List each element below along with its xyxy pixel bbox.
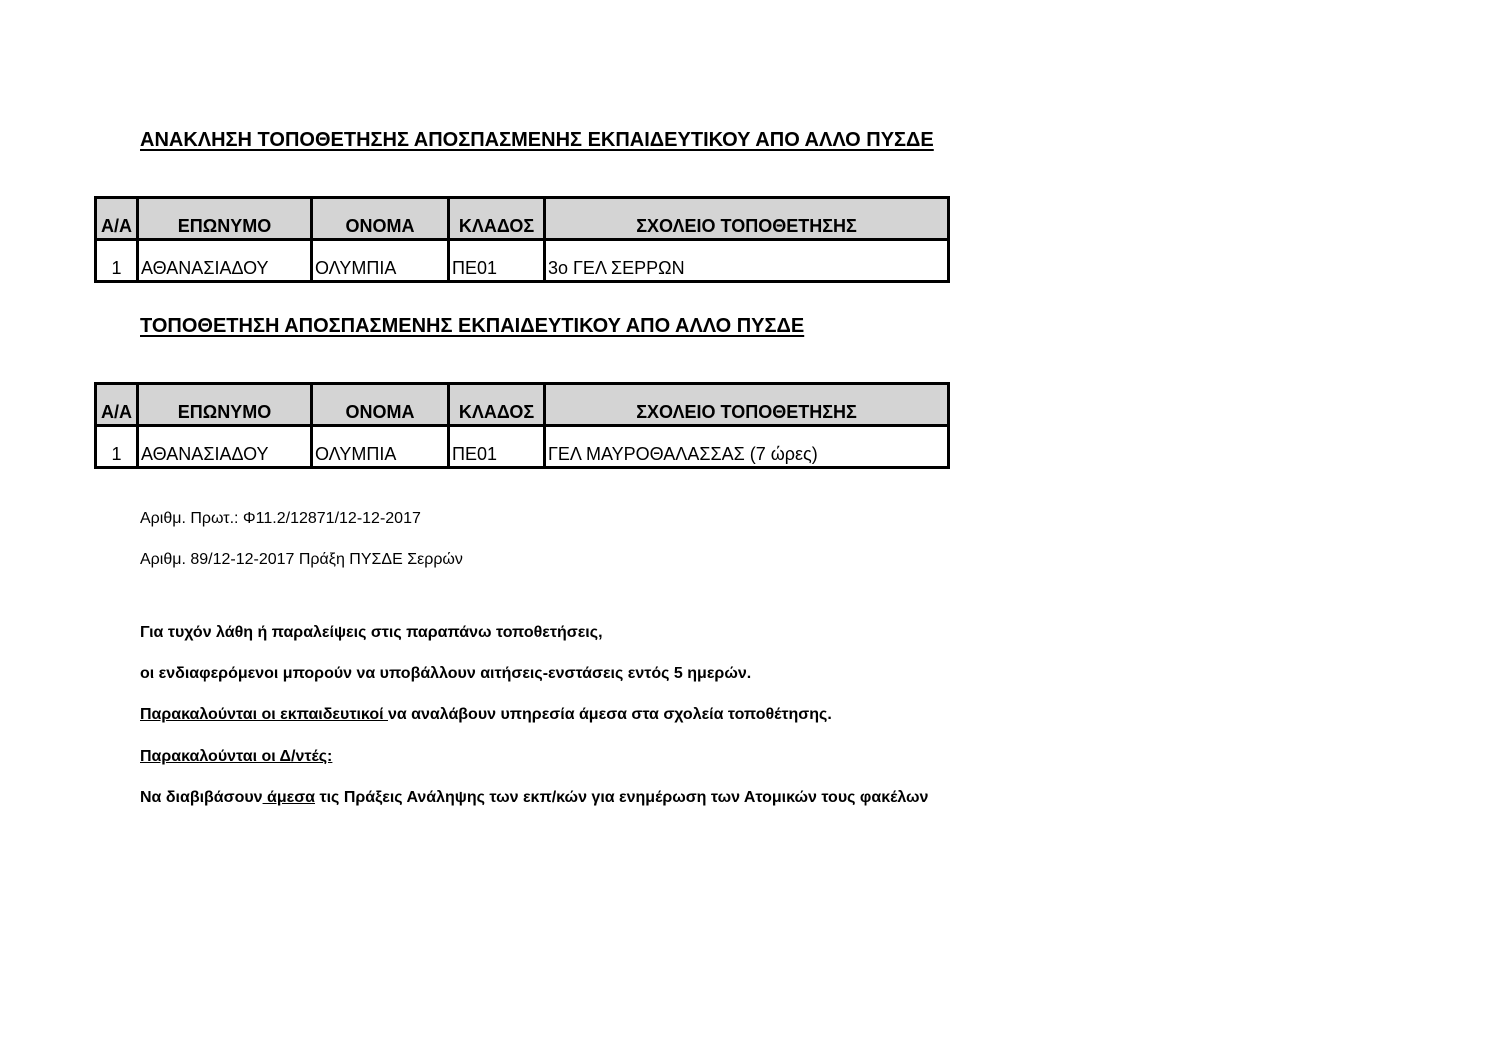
header-school: ΣΧΟΛΕΙΟ ΤΟΠΟΘΕΤΗΣΗΣ [545,198,949,240]
cell-specialty: ΠΕ01 [449,240,545,282]
note-forward-start: Να διαβιβάσουν [140,789,263,806]
note-directors-instruction [140,789,928,807]
protocol-number: Αριθμ. Πρωτ.: Φ11.2/12871/12-12-2017 [140,510,421,527]
cell-name: ΟΛΥΜΠΙΑ [312,426,449,468]
revocation-table [94,196,950,283]
note-objections: οι ενδιαφερόμενοι μπορούν να υποβάλλουν αιτήσεις-ενστάσεις εντός 5 ημερών. [140,665,752,682]
header-name: ΟΝΟΜΑ [312,384,449,426]
note-teachers-rest: να αναλάβουν υπηρεσία άμεσα στα σχολεία τοποθέτησης. [387,706,832,723]
note-directors-heading: Παρακαλούνται οι Δ/ντές: [140,748,333,765]
header-specialty: ΚΛΑΔΟΣ [449,384,545,426]
header-surname: ΕΠΩΝΥΜΟ [138,384,312,426]
note-forward-rest: τις Πράξεις Ανάληψης των εκπ/κών για ενημέρωση των Ατομικών τους φακέλων [315,789,929,806]
section1-title: ΑΝΑΚΛΗΣΗ ΤΟΠΟΘΕΤΗΣΗΣ ΑΠΟΣΠΑΣΜΕΝΗΣ ΕΚΠΑΙΔΕΥΤΙΚΟΥ ΑΠΟ ΑΛΛΟ ΠΥΣΔΕ [140,129,934,151]
cell-name: ΟΛΥΜΠΙΑ [312,240,449,282]
cell-school: ΓΕΛ ΜΑΥΡΟΘΑΛΑΣΣΑΣ (7 ώρες) [545,426,949,468]
note-forward-underlined: άμεσα [262,789,316,806]
header-surname: ΕΠΩΝΥΜΟ [138,198,312,240]
cell-aa: 1 [96,426,138,468]
placement-table [94,382,950,469]
header-aa: Α/Α [96,384,138,426]
table-header-row [96,384,949,426]
cell-surname: ΑΘΑΝΑΣΙΑΔΟΥ [138,426,312,468]
act-number: Αριθμ. 89/12-12-2017 Πράξη ΠΥΣΔΕ Σερρών [140,551,463,568]
table-header-row [96,198,949,240]
cell-surname: ΑΘΑΝΑΣΙΑΔΟΥ [138,240,312,282]
note-teachers-underlined: Παρακαλούνται οι εκπαιδευτικοί [140,706,388,723]
note-errors: Για τυχόν λάθη ή παραλείψεις στις παραπάνω τοποθετήσεις, [140,624,603,641]
note-teachers [140,706,832,724]
header-name: ΟΝΟΜΑ [312,198,449,240]
cell-aa: 1 [96,240,138,282]
table-row [96,240,949,282]
header-specialty: ΚΛΑΔΟΣ [449,198,545,240]
header-aa: Α/Α [96,198,138,240]
cell-school: 3ο ΓΕΛ ΣΕΡΡΩΝ [545,240,949,282]
table-row [96,426,949,468]
cell-specialty: ΠΕ01 [449,426,545,468]
section2-title: ΤΟΠΟΘΕΤΗΣΗ ΑΠΟΣΠΑΣΜΕΝΗΣ ΕΚΠΑΙΔΕΥΤΙΚΟΥ ΑΠΟ ΑΛΛΟ ΠΥΣΔΕ [140,315,805,337]
header-school: ΣΧΟΛΕΙΟ ΤΟΠΟΘΕΤΗΣΗΣ [545,384,949,426]
